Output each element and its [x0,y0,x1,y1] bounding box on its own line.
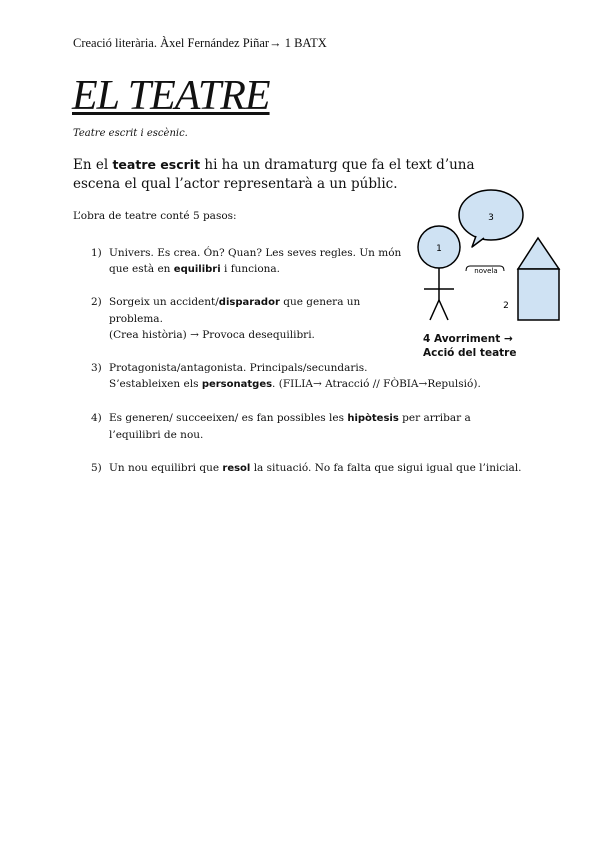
page-title: EL TEATRE [72,73,270,119]
step-text: per arribar a [398,412,471,424]
step-text: que està en [109,263,174,275]
novela-label: novela [474,267,498,275]
house-label: 2 [503,301,509,311]
steps-intro: L’obra de teatre conté 5 pasos: [73,210,237,222]
intro-bold-term: teatre escrit [112,157,201,172]
step-line: problema. [109,313,163,325]
figure-leg-left [430,300,439,320]
head-label: 1 [436,244,442,254]
house-body [518,269,559,320]
caption-line: 4 Avorriment → [423,333,513,345]
step-bold: hipòtesis [347,413,399,424]
figure-leg-right [439,300,448,320]
step-line [109,460,522,477]
step-text: Es generen/ succeeixen/ es fan possibles les [109,412,348,424]
step-text: i funciona. [220,263,281,275]
step-bold: equilibri [173,264,221,275]
step-text: S’estableixen els [109,378,202,390]
step-line: (Crea història) → Provoca desequilibri. [109,329,315,341]
bubble-label: 3 [488,213,494,223]
intro-text-1: En el [73,157,113,173]
step-line [109,261,401,278]
step-bold: resol [222,463,251,474]
step-bold: disparador [218,297,280,308]
step-line: Protagonista/antagonista. Principals/secundaris. [109,362,368,374]
list-number: 4) [91,412,102,424]
step-line [109,294,360,311]
document-header: Creació literària. Àxel Fernández Piñar→ 1 BATX [73,36,327,50]
step-text: Un nou equilibri que [109,462,223,474]
step-text: la situació. No fa falta que sigui igual que l’inicial. [250,462,522,474]
step-line [109,410,471,427]
subtitle: Teatre escrit i escènic. [73,128,188,139]
step-text: Sorgeix un accident/ [109,296,219,308]
intro-text-2: hi ha un dramaturg que fa el text d’una escena el qual l’actor representarà a un públic. [73,157,475,192]
list-number: 1) [91,247,102,259]
diagram-caption [423,332,516,360]
step-text: que genera un [279,296,361,308]
list-number: 2) [91,296,102,308]
step-line: Univers. Es crea. Ón? Quan? Les seves regles. Un món [109,247,402,259]
list-number: 5) [91,462,102,474]
step-line: l’equilibri de nou. [109,429,204,441]
step-bold: personatges [201,379,273,390]
list-number: 3) [91,362,102,374]
step-line [109,376,481,393]
house-roof [518,238,559,269]
caption-line: Acció del teatre [423,347,517,359]
step-text: . (FILIA→ Atracció // FÒBIA→Repulsió). [272,378,481,390]
speech-bubble-tail [472,236,484,247]
